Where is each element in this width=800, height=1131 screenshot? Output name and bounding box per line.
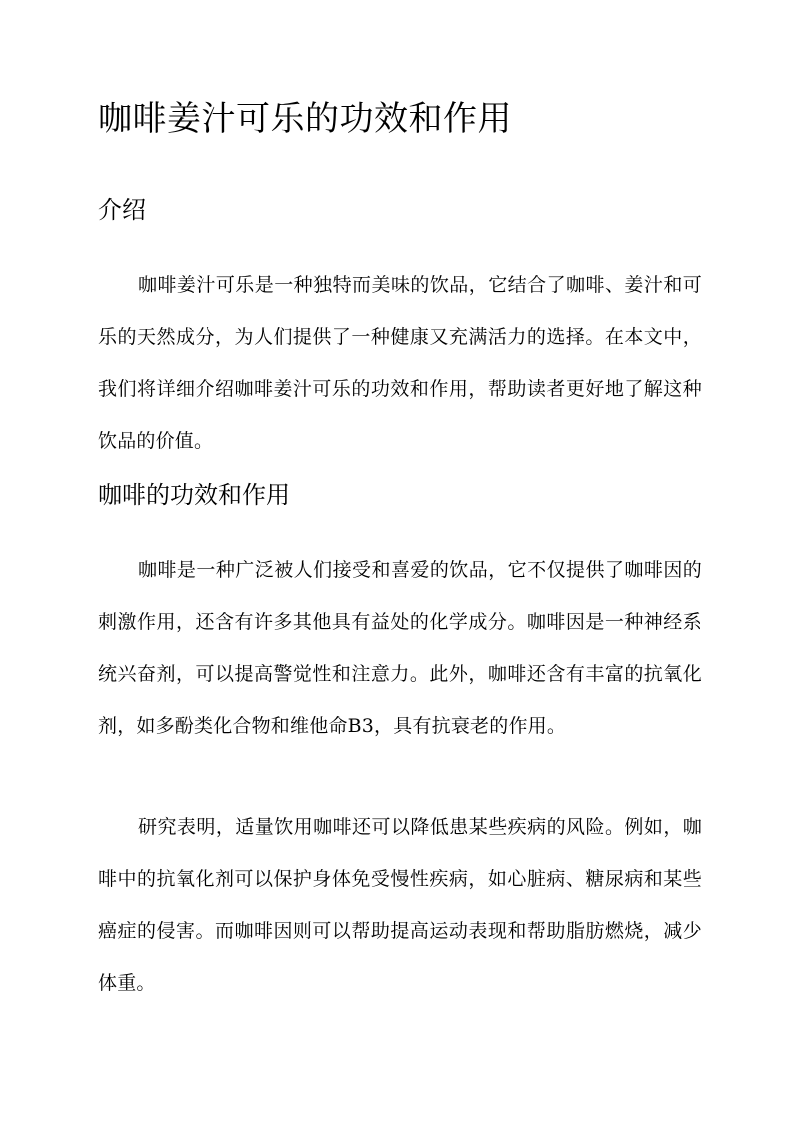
- intro-paragraph: 咖啡姜汁可乐是一种独特而美味的饮品，它结合了咖啡、姜汁和可乐的天然成分，为人们提供了一种健康又充满活力的选择。在本文中，我们将详细介绍咖啡姜汁可乐的功效和作用，帮助读者更好地了解这种饮品的价值。: [98, 274, 702, 452]
- coffee-paragraph-2: 研究表明，适量饮用咖啡还可以降低患某些疾病的风险。例如，咖啡中的抗氧化剂可以保护身体免受慢性疾病，如心脏病、糖尿病和某些癌症的侵害。而咖啡因则可以帮助提高运动表现和帮助脂肪燃烧，减少体重。: [98, 816, 702, 994]
- document-title: 咖啡姜汁可乐的功效和作用: [98, 99, 512, 139]
- section-heading-intro: 介绍: [98, 196, 146, 224]
- coffee-paragraph-1: 咖啡是一种广泛被人们接受和喜爱的饮品，它不仅提供了咖啡因的刺激作用，还含有许多其他具有益处的化学成分。咖啡因是一种神经系统兴奋剂，可以提高警觉性和注意力。此外，咖啡还含有丰富的抗氧化剂，如多酚类化合物和维他命B3，具有抗衰老的作用。: [98, 559, 702, 737]
- section-heading-coffee-benefits: 咖啡的功效和作用: [98, 481, 290, 509]
